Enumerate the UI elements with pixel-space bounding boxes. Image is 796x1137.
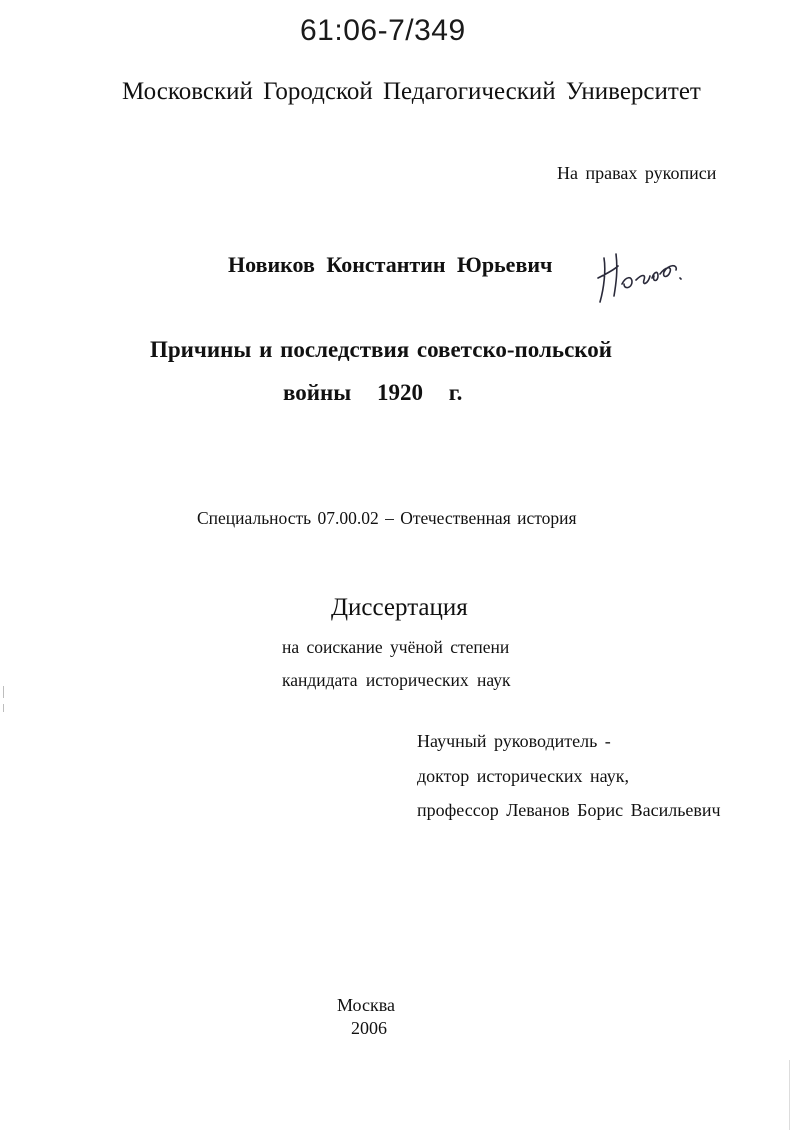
specialty: Специальность 07.00.02 – Отечественная история [197, 508, 577, 528]
scan-mark-left-1 [3, 686, 4, 698]
author-name: Новиков Константин Юрьевич [228, 252, 553, 277]
scan-mark-right [789, 1060, 790, 1130]
manuscript-note: На правах рукописи [557, 163, 717, 183]
thesis-title-line-1: Причины и последствия советско-польской [150, 337, 612, 362]
publication-city: Москва [337, 995, 395, 1015]
thesis-title-line-2: войны 1920 г. [283, 380, 463, 405]
university-name: Московский Городской Педагогический Университет [122, 78, 701, 105]
catalog-number: 61:06-7/349 [300, 14, 466, 47]
publication-year: 2006 [351, 1018, 387, 1038]
advisor-line-2: доктор исторических наук, [417, 766, 629, 786]
author-signature [592, 240, 692, 310]
degree-line-2: кандидата исторических наук [282, 670, 511, 690]
document-type: Диссертация [331, 594, 468, 621]
advisor-line-1: Научный руководитель - [417, 731, 611, 751]
scan-mark-left-2 [3, 704, 4, 712]
advisor-line-3: профессор Леванов Борис Васильевич [417, 800, 721, 820]
degree-line-1: на соискание учёной степени [282, 637, 510, 657]
